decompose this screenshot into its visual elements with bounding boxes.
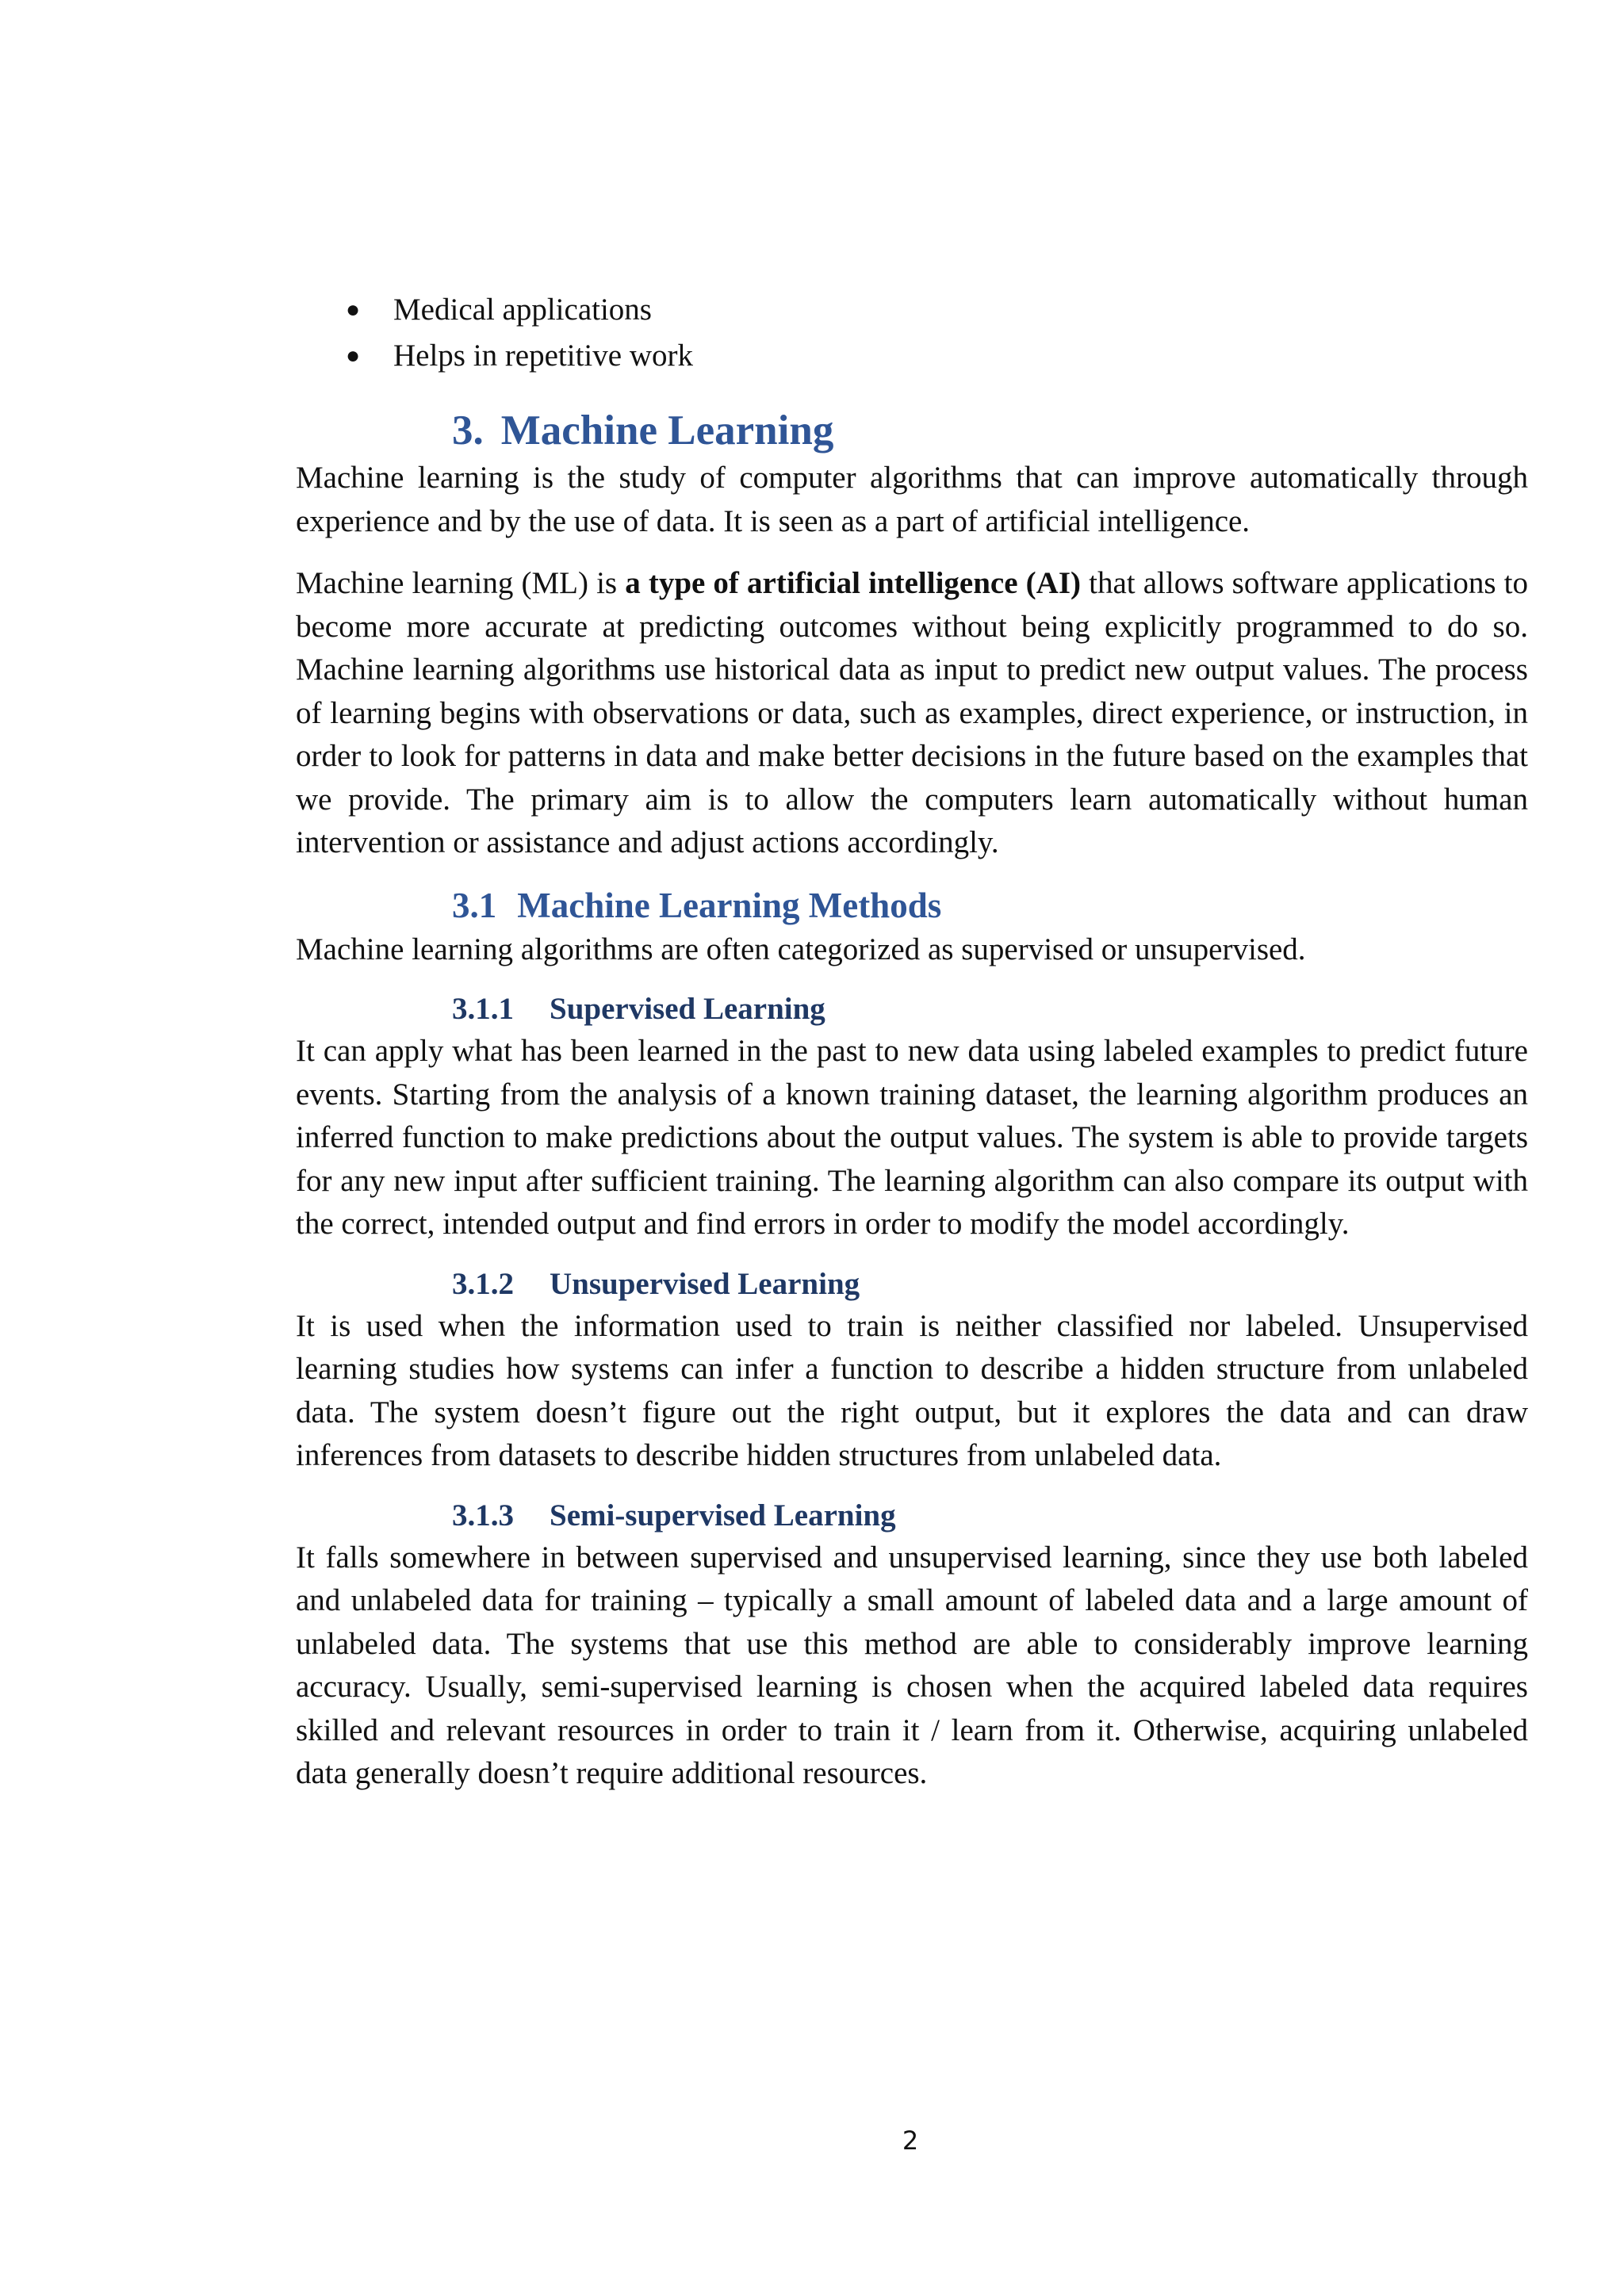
paragraph-ml-definition: [296, 562, 1528, 865]
heading-number: 3.1: [452, 885, 497, 925]
paragraph-ml-methods: Machine learning algorithms are often categorized as supervised or unsupervised.: [296, 932, 1306, 966]
heading-title: Semi-supervised Learning: [550, 1498, 896, 1533]
heading-title: Machine Learning Methods: [517, 885, 942, 925]
list-item: [296, 287, 1528, 333]
bullet-icon: ●: [346, 342, 361, 369]
paragraph-supervised: It can apply what has been learned in the past to new data using labeled examples to predict future events. Starting from the analysis of a known training dataset, the learning algorithm produces an inferred function to make predictions about the output values. The system is able to provide targets for any new input after sufficient training. The learning algorithm can also compare its output with the correct, intended output and find errors in order to modify the model accordingly.: [296, 1034, 1528, 1241]
paragraph-ml-intro: Machine learning is the study of computer algorithms that can improve automatically through experience and by the use of data. It is seen as a part of artificial intelligence.: [296, 461, 1528, 538]
paragraph-text: Machine learning (ML) is: [296, 566, 626, 600]
page-number: 2: [902, 2126, 919, 2156]
list-item: [296, 333, 1528, 379]
heading-number: 3.: [452, 408, 484, 453]
page-content: [296, 287, 1528, 1796]
paragraph-unsupervised: It is used when the information used to train is neither classified nor labeled. Unsupervised learning studies how systems can infer a function to describe a hidden structure from unlabeled data. The system doesn’t figure out the right output, but it explores the data and can draw inferences from datasets to describe hidden structures from unlabeled data.: [296, 1308, 1528, 1472]
heading-title: Unsupervised Learning: [550, 1266, 860, 1301]
paragraph-semi-supervised: It falls somewhere in between supervised and unsupervised learning, since they use both labeled and unlabeled data for training – typically a small amount of labeled data and a large amount of unlabeled data. The systems that use this method are able to considerably improve learning accuracy. Usually, semi-supervised learning is chosen when the acquired labeled data requires skilled and relevant resources in order to train it / learn from it. Otherwise, acquiring unlabeled data generally doesn’t require additional resources.: [296, 1540, 1528, 1790]
list-item-text: Medical applications: [393, 293, 652, 327]
bold-phrase: a type of artificial intelligence (AI): [625, 566, 1081, 600]
list-item-text: Helps in repetitive work: [393, 339, 693, 373]
heading-number: 3.1.1: [452, 992, 514, 1026]
heading-number: 3.1.2: [452, 1266, 514, 1301]
heading-machine-learning: [296, 404, 1528, 457]
heading-supervised-learning: [296, 989, 1528, 1030]
bullet-list: [296, 287, 1528, 379]
heading-semi-supervised-learning: [296, 1495, 1528, 1536]
heading-unsupervised-learning: [296, 1264, 1528, 1305]
heading-number: 3.1.3: [452, 1498, 514, 1533]
heading-ml-methods: [296, 882, 1528, 928]
bullet-icon: ●: [346, 297, 361, 323]
heading-title: Supervised Learning: [550, 992, 825, 1026]
heading-title: Machine Learning: [500, 408, 834, 453]
paragraph-text: that allows software applications to become more accurate at predicting outcomes without being explicitly programmed to do so. Machine learning algorithms use historical data as input to predict new output values. The process of learning begins with observations or data, such as examples, direct experience, or instruction, in order to look for patterns in data and make better decisions in the future based on the examples that we provide. The primary aim is to allow the computers learn automatically without human intervention or assistance and adjust actions accordingly.: [296, 566, 1528, 859]
